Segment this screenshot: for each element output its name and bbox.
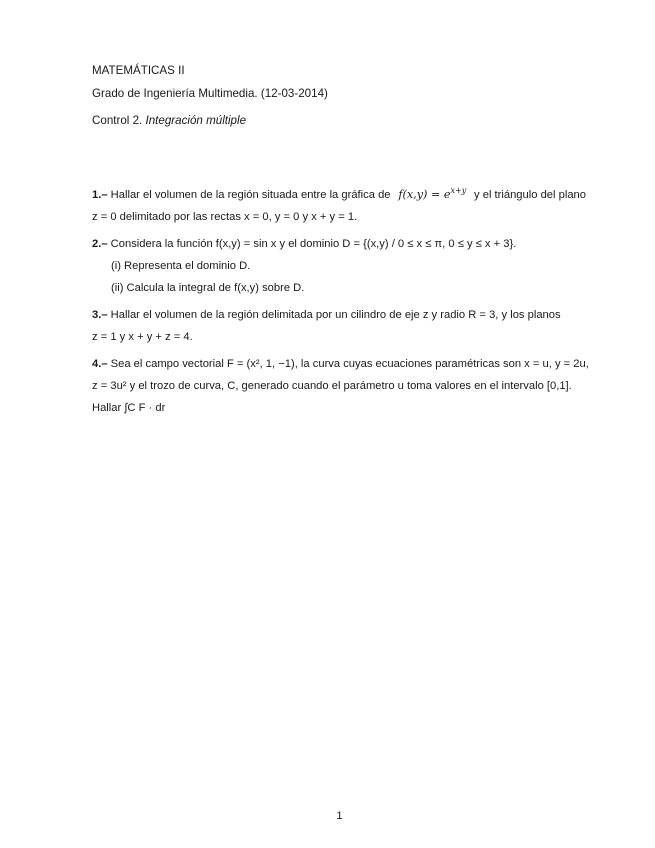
- control-prefix: Control 2.: [92, 114, 143, 127]
- problem-4-statement: Sea el campo vectorial F = (x², 1, −1), la curva cuyas ecuaciones paramétricas son x = u, y = 2u,: [110, 358, 589, 370]
- degree-line: Grado de Ingeniería Multimedia. (12-03-2014): [92, 87, 328, 100]
- control-line: [92, 114, 246, 127]
- problem-1-formula: $f(x,y) = e^{x+y}$: [398, 186, 467, 201]
- problem-number: 4.–: [92, 358, 108, 370]
- problem-4: [92, 355, 589, 421]
- problem-1-line-1: [92, 186, 586, 208]
- problem-number: 2.–: [92, 238, 108, 250]
- problem-3: [92, 306, 586, 350]
- problem-1-text: Hallar el volumen de la región situada entre la gráfica de: [110, 189, 391, 201]
- problem-2-subpart-ii: (ii) Calcula la integral de f(x,y) sobre D.: [111, 282, 305, 294]
- page-number: 1: [336, 810, 343, 822]
- problem-3-line-2: z = 1 y x + y + z = 4.: [92, 331, 193, 343]
- problem-1: [92, 186, 586, 230]
- problem-4-line-3: Hallar ∫C F · dr: [92, 402, 166, 414]
- problem-2-line-1: [92, 235, 586, 257]
- problem-2: [92, 235, 586, 301]
- problem-1-line-2: z = 0 delimitado por las rectas x = 0, y = 0 y x + y = 1.: [92, 211, 358, 223]
- problem-1-tail: y el triángulo del plano: [474, 189, 586, 201]
- problem-number: 1.–: [92, 189, 108, 201]
- course-title: MATEMÁTICAS II: [92, 64, 185, 77]
- problem-4-line-1: [92, 355, 589, 377]
- problem-4-line-2: z = 3u² y el trozo de curva, C, generado cuando el parámetro u toma valores en el intervalo [0,1].: [92, 380, 572, 392]
- problem-number: 3.–: [92, 309, 108, 321]
- problem-list: [92, 186, 589, 421]
- problem-3-line-1: [92, 306, 586, 328]
- problem-2-subpart-i: (i) Representa el dominio D.: [111, 260, 251, 272]
- problem-3-statement: Hallar el volumen de la región delimitada por un cilindro de eje z y radio R = 3, y los planos: [110, 309, 561, 321]
- control-topic: Integración múltiple: [145, 114, 247, 127]
- problem-2-statement: Considera la función f(x,y) = sin x y el dominio D = {(x,y) / 0 ≤ x ≤ π, 0 ≤ y ≤ x + 3}.: [110, 238, 517, 250]
